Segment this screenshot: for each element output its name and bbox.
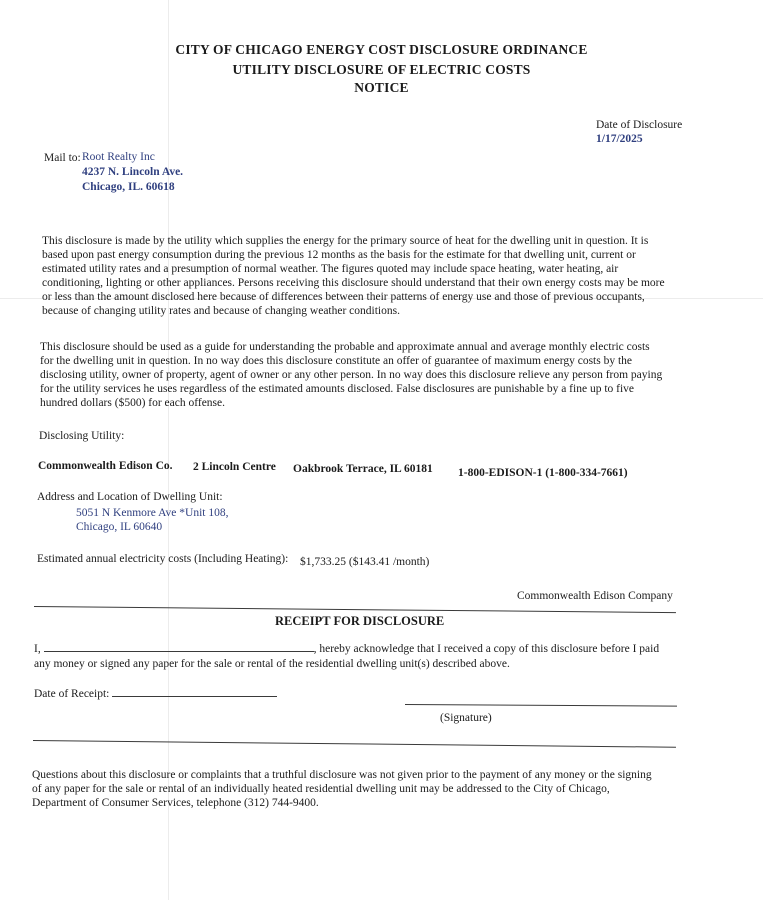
footer-line: Department of Consumer Services, telephone (312) 744-9400. xyxy=(32,797,319,809)
paragraph-line: or less than the amount disclosed here because of differences between their patterns of energy use and those of previous occupants, xyxy=(42,291,645,303)
recipient-name-field[interactable] xyxy=(44,651,314,652)
dwelling-city: Chicago, IL 60640 xyxy=(76,521,163,533)
paragraph-line: for the utility services he uses regardless of the estimated amounts disclosed. False disclosures are punishable by a fine up to five xyxy=(40,383,635,395)
receipt-acknowledgement-line xyxy=(34,643,659,655)
paragraph-line: This disclosure should be used as a guide for understanding the probable and approximate annual and average monthly electric costs xyxy=(40,341,650,353)
mail-to-label: Mail to: xyxy=(44,152,81,164)
footer-divider xyxy=(33,740,676,748)
receipt-i-label: I, xyxy=(34,643,41,655)
date-of-receipt-label: Date of Receipt: xyxy=(34,688,110,700)
paragraph-line: because of changing utility rates and because of changing weather conditions. xyxy=(42,305,400,317)
title-notice: NOTICE xyxy=(354,80,409,95)
utility-name: Commonwealth Edison Co. xyxy=(38,460,173,472)
receipt-title: RECEIPT FOR DISCLOSURE xyxy=(275,614,445,628)
company-signoff: Commonwealth Edison Company xyxy=(517,590,673,602)
dwelling-street: 5051 N Kenmore Ave *Unit 108, xyxy=(76,507,229,519)
utility-city: Oakbrook Terrace, IL 60181 xyxy=(293,463,433,475)
signature-field[interactable] xyxy=(405,704,677,707)
footer-line: Questions about this disclosure or complaints that a truthful disclosure was not given prior to the payment of any money or the signing xyxy=(32,769,652,781)
mail-to-city: Chicago, IL. 60618 xyxy=(82,181,175,193)
date-of-receipt-field[interactable] xyxy=(112,696,277,697)
footer-line: of any paper for the sale or rental of an individually heated residential dwelling unit may be addressed to the City of Chicago, xyxy=(32,783,610,795)
footer-questions xyxy=(32,768,652,810)
paragraph-line: conditioning, lighting or other appliances. Persons receiving this disclosure should understand that their own energy costs may be more xyxy=(42,277,665,289)
title-utility-disclosure: UTILITY DISCLOSURE OF ELECTRIC COSTS xyxy=(232,62,531,77)
mail-to-street: 4237 N. Lincoln Ave. xyxy=(82,166,184,178)
disclosure-paragraph-2 xyxy=(40,340,662,410)
disclosure-paragraph-1 xyxy=(42,234,665,318)
mail-to-name: Root Realty Inc xyxy=(82,151,155,163)
receipt-ack-text: , hereby acknowledge that I received a copy of this disclosure before I paid xyxy=(313,643,660,655)
date-of-disclosure-label: Date of Disclosure xyxy=(596,119,683,131)
title-ordinance: CITY OF CHICAGO ENERGY COST DISCLOSURE ORDINANCE xyxy=(175,42,588,57)
date-of-disclosure-value: 1/17/2025 xyxy=(596,133,643,145)
paragraph-line: hundred dollars ($500) for each offense. xyxy=(40,397,225,409)
utility-address: 2 Lincoln Centre xyxy=(193,461,276,473)
paragraph-line: disclosing utility, owner of property, agent of owner or any other person. In no way does this disclosure relieve any person from paying xyxy=(40,369,663,381)
paragraph-line: based upon past energy consumption during the previous 12 months as the basis for the estimate for that dwelling unit, current or xyxy=(42,249,636,261)
receipt-ack-line-2: any money or signed any paper for the sale or rental of the residential dwelling unit(s) described above. xyxy=(34,658,510,670)
page-fold-vertical xyxy=(168,0,169,900)
date-of-receipt-row xyxy=(34,688,277,700)
paragraph-line: for the dwelling unit in question. In no way does this disclosure constitute an offer of guarantee of maximum energy costs by the xyxy=(40,355,633,367)
disclosing-utility-label: Disclosing Utility: xyxy=(39,430,125,442)
signature-label: (Signature) xyxy=(440,712,492,724)
paragraph-line: estimated utility rates and a presumption of normal weather. The figures quoted may include space heating, water heating, air xyxy=(42,263,619,275)
paragraph-line: This disclosure is made by the utility which supplies the energy for the primary source of heat for the dwelling unit in question. It is xyxy=(42,235,649,247)
utility-phone: 1-800-EDISON-1 (1-800-334-7661) xyxy=(458,467,628,479)
estimated-cost-label: Estimated annual electricity costs (Including Heating): xyxy=(37,553,289,565)
section-divider xyxy=(34,606,676,613)
estimated-cost-value: $1,733.25 ($143.41 /month) xyxy=(300,556,430,568)
dwelling-address-label: Address and Location of Dwelling Unit: xyxy=(37,491,223,503)
